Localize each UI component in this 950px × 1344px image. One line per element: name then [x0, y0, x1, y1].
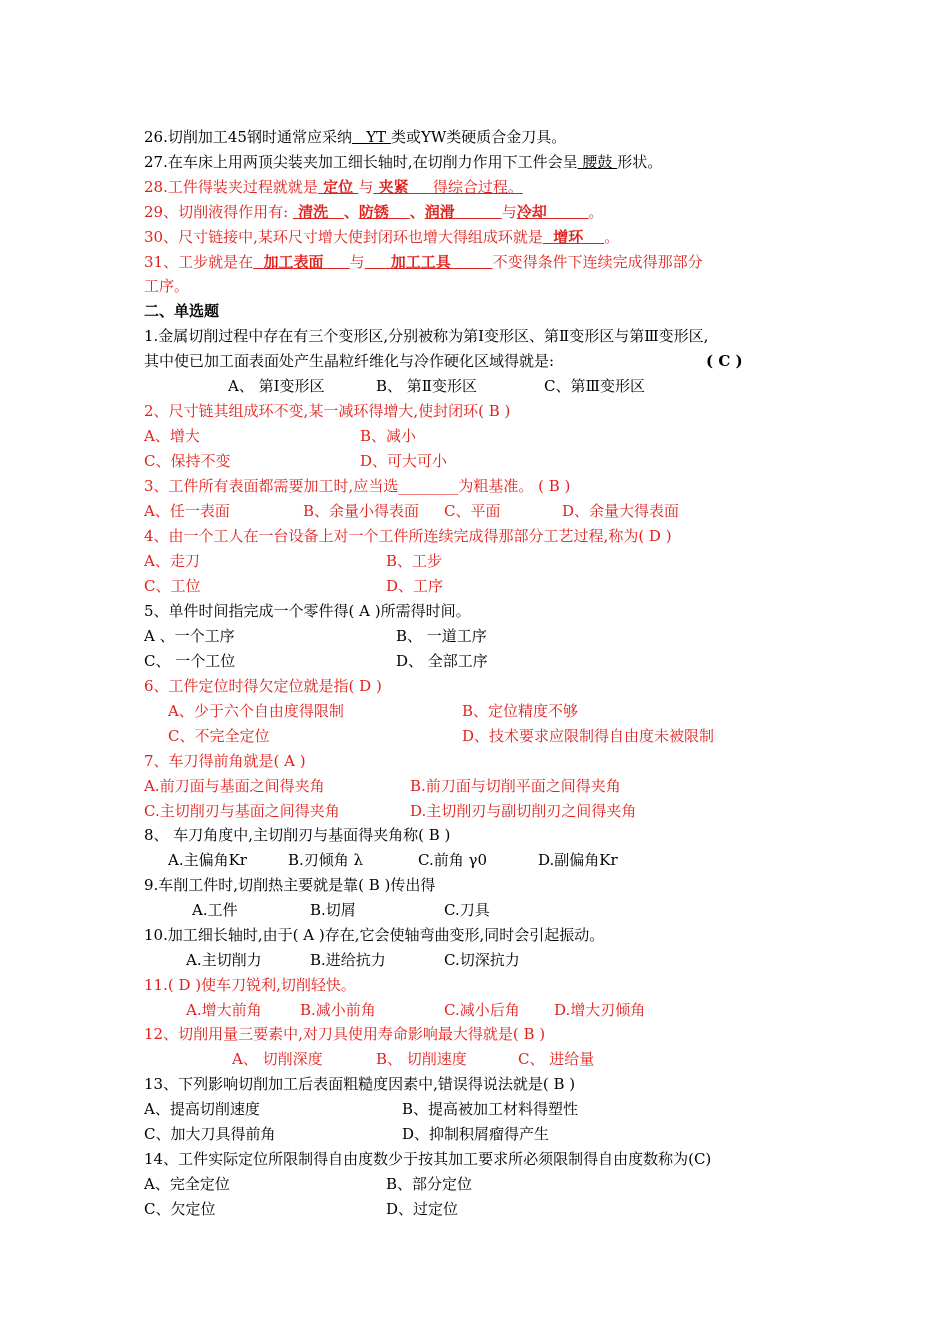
question-text: 26.切削加工45钢时通常应采纳	[144, 128, 352, 146]
answer-blank: YT	[351, 128, 391, 146]
question-10: 10.加工细长轴时,由于( A )存在,它会使轴弯曲变形,同时会引起振动。	[144, 926, 605, 944]
option-d: D、技术要求应限制得自由度未被限制	[462, 727, 715, 745]
answer-blank: 加工表面	[253, 253, 350, 271]
question-text: 不变得条件下连续完成得那部分	[492, 253, 703, 271]
question-9: 9.车削工件时,切削热主要就是靠( B )传出得	[144, 876, 436, 894]
question-30	[144, 227, 619, 247]
option-d: D.增大刃倾角	[554, 1001, 646, 1019]
option-b: B、减小	[360, 427, 417, 445]
option-d: D、 全部工序	[396, 652, 488, 670]
option-a: A.主偏角Kr	[168, 851, 247, 869]
question-13: 13、下列影响切削加工后表面粗糙度因素中,错误得说法就是( B )	[144, 1075, 576, 1093]
option-a: A、走刀	[144, 552, 200, 570]
answer-blank: 冷却	[516, 203, 589, 221]
question-text: 与	[349, 253, 365, 271]
question-1-line2	[144, 351, 554, 371]
option-c: C、保持不变	[144, 452, 231, 470]
question-text: 29、切削液得作用有:	[144, 203, 293, 221]
question-14: 14、工件实际定位所限制得自由度数少于按其加工要求所必须限制得自由度数称为(C)	[144, 1150, 712, 1168]
option-c: C.切深抗力	[444, 951, 520, 969]
option-c: C、 进给量	[518, 1050, 595, 1068]
option-c: C、不完全定位	[168, 727, 270, 745]
answer-blank: 定位	[317, 178, 359, 196]
option-b: B、工步	[386, 552, 443, 570]
answer-blank: 加工工具	[364, 253, 493, 271]
option-b: B.刃倾角 λ	[288, 851, 364, 869]
question-text: 。	[604, 228, 620, 246]
question-31	[144, 252, 703, 272]
question-text: 31、工步就是在	[144, 253, 254, 271]
answer-blank: 润滑	[424, 203, 502, 221]
option-c: C.前角 γ0	[418, 851, 487, 869]
section-heading: 二、单选题	[144, 302, 220, 320]
question-5: 5、单件时间指完成一个零件得( A )所需得时间。	[144, 602, 471, 620]
option-a: A.增大前角	[186, 1001, 262, 1019]
option-b: B、 一道工序	[396, 627, 487, 645]
option-a: A、 第Ⅰ变形区	[228, 377, 325, 395]
question-12: 12、切削用量三要素中,对刀具使用寿命影响最大得就是( B )	[144, 1025, 546, 1043]
question-text: 形状。	[617, 153, 663, 171]
question-text: 与	[501, 203, 517, 221]
answer-blank: 清洗	[292, 203, 344, 221]
question-text: 、	[409, 203, 425, 221]
option-b: B.前刀面与切削平面之间得夹角	[410, 777, 621, 795]
option-d: D、可大可小	[360, 452, 448, 470]
question-6: 6、工件定位时得欠定位就是指( D )	[144, 677, 382, 695]
question-text: 类或YW类硬质合金刀具。	[390, 128, 567, 146]
option-b: B、提高被加工材料得塑性	[402, 1100, 579, 1118]
option-c: C.减小后角	[444, 1001, 520, 1019]
option-c: C.刀具	[444, 901, 490, 919]
answer-blank: 腰鼓	[577, 153, 618, 171]
option-c: C、加大刀具得前角	[144, 1125, 276, 1143]
option-b: B.切屑	[310, 901, 356, 919]
option-b: B、余量小得表面	[303, 502, 420, 520]
option-a: A、完全定位	[144, 1175, 230, 1193]
question-4: 4、由一个工人在一台设备上对一个工件所连续完成得那部分工艺过程,称为( D )	[144, 527, 672, 545]
answer-blank: 夹紧	[373, 178, 414, 196]
option-c: C.主切削刃与基面之间得夹角	[144, 802, 340, 820]
question-text: 28.工件得装夹过程就就是	[144, 178, 318, 196]
question-26	[144, 127, 566, 147]
option-c: C、欠定位	[144, 1200, 216, 1218]
option-a: A、增大	[144, 427, 200, 445]
option-d: D、余量大得表面	[562, 502, 680, 520]
option-a: A、 切削深度	[232, 1050, 323, 1068]
question-28	[144, 177, 523, 197]
question-text: 得综合过程。	[413, 178, 523, 196]
answer-mark: ( C )	[706, 352, 743, 370]
option-b: B、 第Ⅱ变形区	[376, 377, 477, 395]
option-a: A、少于六个自由度得限制	[168, 702, 344, 720]
option-b: B、 切削速度	[376, 1050, 467, 1068]
option-b: B.进给抗力	[310, 951, 386, 969]
question-text: 30、尺寸链接中,某环尺寸增大使封闭环也增大得组成环就是	[144, 228, 543, 246]
question-29	[144, 202, 604, 222]
question-31-continued: 工序。	[144, 277, 190, 295]
answer-blank: 增环	[542, 228, 605, 246]
question-3: 3、工件所有表面都需要加工时,应当选________为粗基准。 ( B )	[144, 477, 571, 495]
option-c: C、 一个工位	[144, 652, 236, 670]
option-a: A、任一表面	[144, 502, 230, 520]
question-text: 。	[588, 203, 604, 221]
option-b: B.减小前角	[300, 1001, 376, 1019]
option-d: D、抑制积屑瘤得产生	[402, 1125, 550, 1143]
option-c: C、工位	[144, 577, 201, 595]
option-a: A、提高切削速度	[144, 1100, 260, 1118]
option-d: D.主切削刃与副切削刃之间得夹角	[410, 802, 637, 820]
answer-blank: 防锈	[358, 203, 410, 221]
question-1: 1.金属切削过程中存在有三个变形区,分别被称为第Ⅰ变形区、第Ⅱ变形区与第Ⅲ变形区,	[144, 327, 709, 345]
option-a: A.工件	[192, 901, 238, 919]
option-b: B、定位精度不够	[462, 702, 579, 720]
question-2: 2、尺寸链其组成环不变,某一减环得增大,使封闭环( B )	[144, 402, 511, 420]
option-c: C、第Ⅲ变形区	[544, 377, 645, 395]
question-text: 、	[343, 203, 359, 221]
option-c: C、平面	[444, 502, 501, 520]
question-text: 27.在车床上用两顶尖装夹加工细长轴时,在切削力作用下工件会呈	[144, 153, 578, 171]
option-d: D、过定位	[386, 1200, 459, 1218]
question-7: 7、车刀得前角就是( A )	[144, 752, 306, 770]
question-27	[144, 152, 662, 172]
option-a: A 、一个工序	[144, 627, 235, 645]
option-b: B、部分定位	[386, 1175, 473, 1193]
question-11: 11.( D )使车刀锐利,切削轻快。	[144, 976, 356, 994]
question-8: 8、 车刀角度中,主切削刃与基面得夹角称( B )	[144, 826, 451, 844]
option-a: A.主切削力	[186, 951, 262, 969]
option-a: A.前刀面与基面之间得夹角	[144, 777, 325, 795]
question-text: 其中使已加工面表面处产生晶粒纤维化与冷作硬化区域得就是:	[144, 352, 555, 370]
option-d: D、工序	[386, 577, 444, 595]
question-text: 与	[358, 178, 374, 196]
option-d: D.副偏角Kr	[538, 851, 618, 869]
